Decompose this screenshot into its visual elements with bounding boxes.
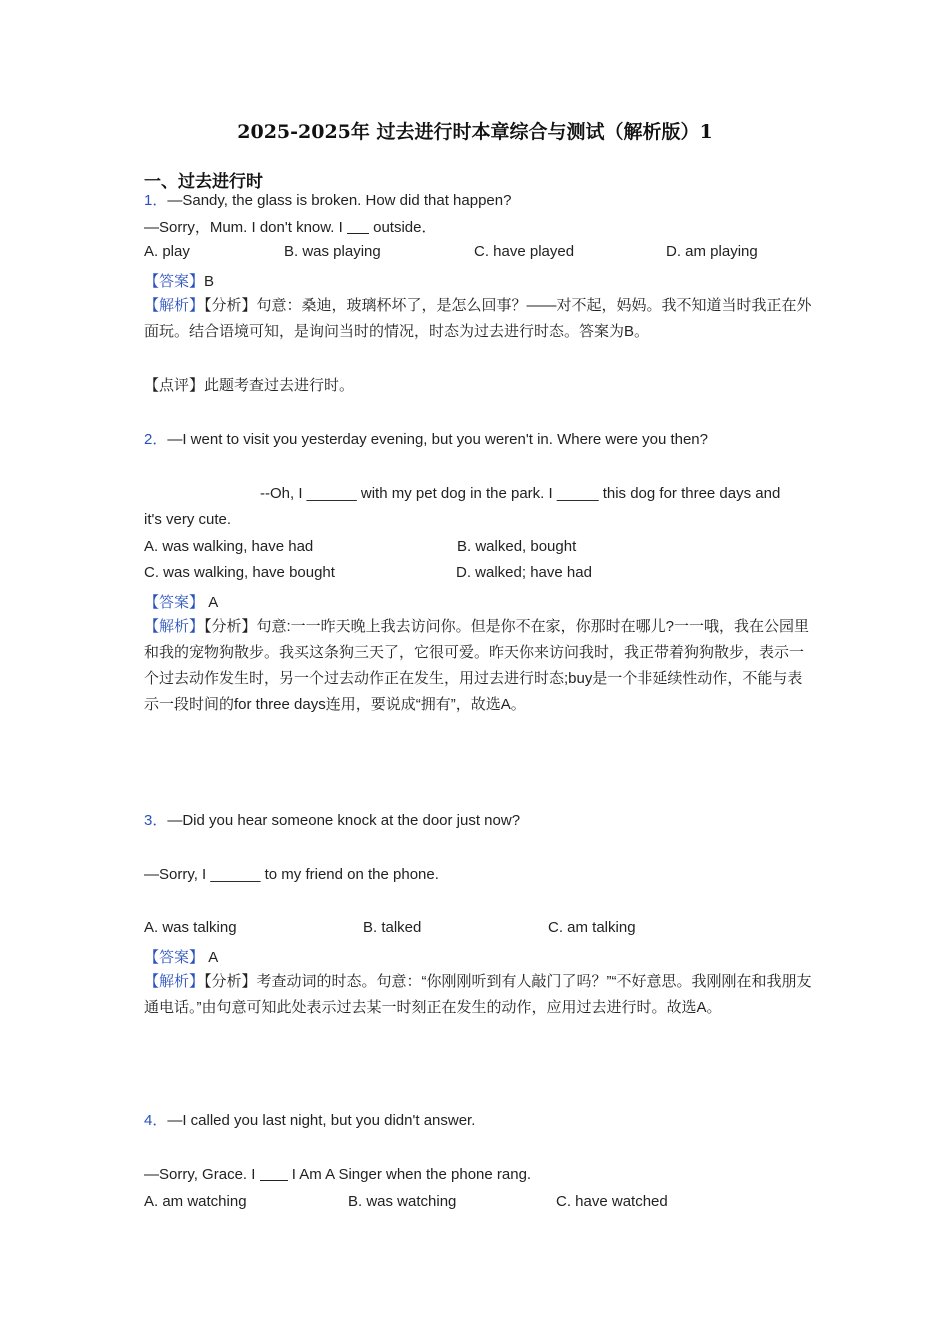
option-b: B. walked, bought bbox=[457, 538, 577, 555]
section-heading: 一、过去进行时 bbox=[144, 172, 263, 191]
option-a: A. was talking bbox=[144, 919, 237, 936]
analysis-tag: 【解析】 bbox=[144, 618, 205, 635]
question-2-analysis: 【解析】【分析】句意:一一昨天晚上我去访问你。但是你不在家，你那时在哪儿?一一哦，我在公园里和我的宠物狗散步。我买这条狗三天了，它很可爱。昨天你来访问我时，我正带着狗狗散步，表示一个过去动作发生时，另一个过去动作正在发生，用过去进行时态;buy是一个非延续性动作，不能与表示一段时间的for three days连用，要说成“拥有”，故选A。 bbox=[144, 618, 810, 713]
option-b: B. was watching bbox=[348, 1193, 457, 1210]
option-b: B. talked bbox=[363, 919, 422, 936]
question-number: 2． bbox=[144, 431, 168, 448]
question-number: 4． bbox=[144, 1112, 168, 1129]
question-1-analysis: 【解析】【分析】句意：桑迪，玻璃杯坏了，是怎么回事？——对不起，妈妈。我不知道当时我正在外面玩。结合语境可知，是询问当时的情况，时态为过去进行时态。答案为B。 bbox=[144, 297, 812, 340]
answer-tag: 【答案】 bbox=[144, 594, 205, 611]
document-title: 2025-2025年 过去进行时本章综合与测试（解析版）1 bbox=[237, 121, 713, 143]
question-4-stem: 4．—I called you last night, but you didn't answer. bbox=[144, 1112, 476, 1129]
question-2-stem: 2．—I went to visit you yesterday evening, but you weren't in. Where were you then? bbox=[144, 431, 708, 448]
question-2-line3: it's very cute. bbox=[144, 511, 232, 528]
answer-tag: 【答案】 bbox=[144, 949, 205, 966]
question-1-answer: 【答案】B bbox=[144, 273, 215, 290]
question-number: 1． bbox=[144, 192, 168, 209]
analysis-tag: 【解析】 bbox=[144, 297, 205, 314]
question-3-stem: 3．—Did you hear someone knock at the door just now? bbox=[144, 812, 521, 829]
option-a: A. am watching bbox=[144, 1193, 247, 1210]
question-4-line2: —Sorry, Grace. I I Am A Singer when the phone rang. bbox=[144, 1166, 532, 1183]
option-c: C. am talking bbox=[548, 919, 636, 936]
answer-blank bbox=[347, 219, 369, 234]
question-number: 3． bbox=[144, 812, 168, 829]
answer-tag: 【答案】 bbox=[144, 273, 205, 290]
option-c: C. have played bbox=[474, 243, 575, 260]
question-1-stem: 1．—Sandy, the glass is broken. How did that happen? bbox=[144, 192, 512, 209]
question-3-answer: 【答案】 A bbox=[144, 949, 219, 966]
question-2-line2: --Oh, I ______ with my pet dog in the park. I _____ this dog for three days and bbox=[260, 485, 781, 502]
question-1-line2: —Sorry，Mum. I don't know. I outside． bbox=[144, 219, 437, 236]
analysis-tag: 【解析】 bbox=[144, 973, 205, 990]
answer-blank bbox=[260, 1166, 288, 1181]
option-d: D. walked; have had bbox=[456, 564, 592, 581]
option-a: A. was walking, have had bbox=[144, 538, 314, 555]
option-c: C. have watched bbox=[556, 1193, 668, 1210]
option-b: B. was playing bbox=[284, 243, 381, 260]
question-3-line2: —Sorry, I ______ to my friend on the phone. bbox=[144, 866, 439, 883]
question-3-analysis: 【解析】【分析】考查动词的时态。句意：“你刚刚听到有人敲门了吗？”“不好意思。我刚刚在和我朋友通电话。”由句意可知此处表示过去某一时刻正在发生的动作，应用过去进行时。故选A。 bbox=[144, 973, 812, 1016]
option-a: A. play bbox=[144, 243, 190, 260]
option-c: C. was walking, have bought bbox=[144, 564, 335, 581]
option-d: D. am playing bbox=[666, 243, 758, 260]
question-2-answer: 【答案】 A bbox=[144, 594, 219, 611]
question-1-comment: 【点评】此题考查过去进行时。 bbox=[144, 377, 355, 394]
